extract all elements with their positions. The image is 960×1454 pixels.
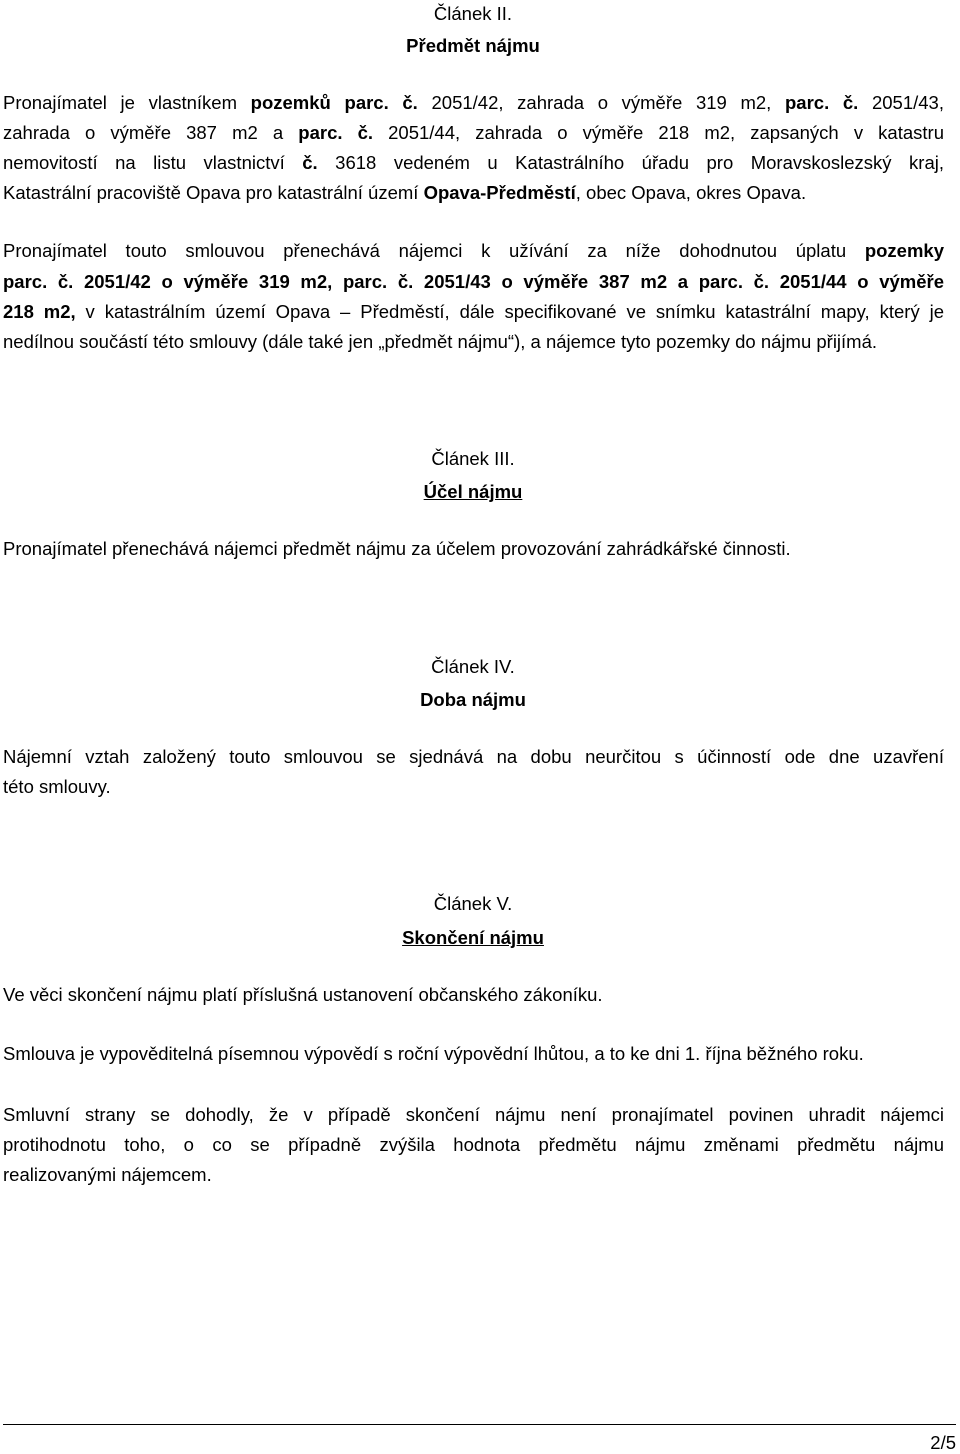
article-3-title: Účel nájmu bbox=[423, 481, 523, 502]
text-line bbox=[3, 240, 944, 262]
text-line bbox=[3, 331, 877, 353]
article-5-paragraph-2: Smlouva je vypověditelná písemnou výpovědí s roční výpovědní lhůtou, a to ke dni 1. října běžného roku. bbox=[3, 1043, 864, 1064]
text-run-bold: parc. č. bbox=[785, 92, 859, 113]
text-run-bold: Opava-Předměstí bbox=[423, 182, 576, 203]
article-5-heading: Článek V. bbox=[433, 893, 513, 914]
article-4-heading: Článek IV. bbox=[431, 656, 515, 677]
page-number: 2/5 bbox=[930, 1432, 956, 1453]
text-line: Nájemní vztah založený touto smlouvou se sjednává na dobu neurčitou s účinností ode dne uzavření bbox=[3, 746, 944, 767]
text-line bbox=[3, 152, 944, 174]
text-run: Pronajímatel touto smlouvou přenechává nájemci k užívání za níže dohodnutou úplatu bbox=[3, 240, 865, 261]
text-run: Katastrální pracoviště Opava pro katastrální území bbox=[3, 182, 424, 203]
article-4-title: Doba nájmu bbox=[420, 689, 526, 710]
text-run: nemovitostí na listu vlastnictví bbox=[3, 152, 303, 173]
article-2-heading: Článek II. bbox=[433, 3, 513, 24]
text-run-bold: č. bbox=[302, 152, 318, 173]
text-line: realizovanými nájemcem. bbox=[3, 1164, 212, 1185]
text-run: nedílnou součástí této smlouvy (dále také jen „předmět nájmu“), a nájemce tyto pozemky do nájmu přijímá. bbox=[3, 331, 878, 352]
text-run: 3618 vedeném u Katastrálního úřadu pro Moravskoslezský kraj, bbox=[317, 152, 944, 173]
text-line: protihodnotu toho, o co se případně zvýšila hodnota předmětu nájmu změnami předmětu nájmu bbox=[3, 1134, 944, 1155]
text-run-bold: 218 m2, bbox=[3, 301, 76, 322]
text-line bbox=[3, 182, 806, 204]
text-run: , obec Opava, okres Opava. bbox=[575, 182, 807, 203]
article-2-title: Předmět nájmu bbox=[406, 35, 540, 56]
text-run-bold: parc. č. 2051/42 o výměře 319 m2, parc. č. 2051/43 o výměře 387 m2 a parc. č. 2051/44 o výměře bbox=[3, 271, 944, 292]
text-run-bold: pozemků parc. č. bbox=[250, 92, 418, 113]
text-run: 2051/43, bbox=[858, 92, 944, 113]
text-run: zahrada o výměře 387 m2 a bbox=[3, 122, 299, 143]
text-line: Smluvní strany se dohodly, že v případě skončení nájmu není pronajímatel povinen uhradit nájemci bbox=[3, 1104, 944, 1125]
article-5-paragraph-1: Ve věci skončení nájmu platí příslušná ustanovení občanského zákoníku. bbox=[3, 984, 603, 1005]
text-line bbox=[3, 92, 944, 114]
text-run-bold: parc. č. bbox=[298, 122, 374, 143]
text-line: této smlouvy. bbox=[3, 776, 111, 797]
footer-divider bbox=[3, 1424, 956, 1425]
text-line bbox=[3, 271, 944, 293]
article-3-heading: Článek III. bbox=[431, 448, 515, 469]
text-run: v katastrálním území Opava – Předměstí, dále specifikované ve snímku katastrální mapy, který je bbox=[75, 301, 944, 322]
article-5-title: Skončení nájmu bbox=[402, 927, 544, 948]
text-run: Pronajímatel je vlastníkem bbox=[3, 92, 251, 113]
text-run: 2051/44, zahrada o výměře 218 m2, zapsaných v katastru bbox=[373, 122, 944, 143]
text-line bbox=[3, 122, 944, 144]
text-run-bold: pozemky bbox=[864, 240, 944, 261]
text-run: 2051/42, zahrada o výměře 319 m2, bbox=[417, 92, 785, 113]
text-line bbox=[3, 301, 944, 323]
article-3-paragraph: Pronajímatel přenechává nájemci předmět nájmu za účelem provozování zahrádkářské činnosti. bbox=[3, 538, 791, 559]
